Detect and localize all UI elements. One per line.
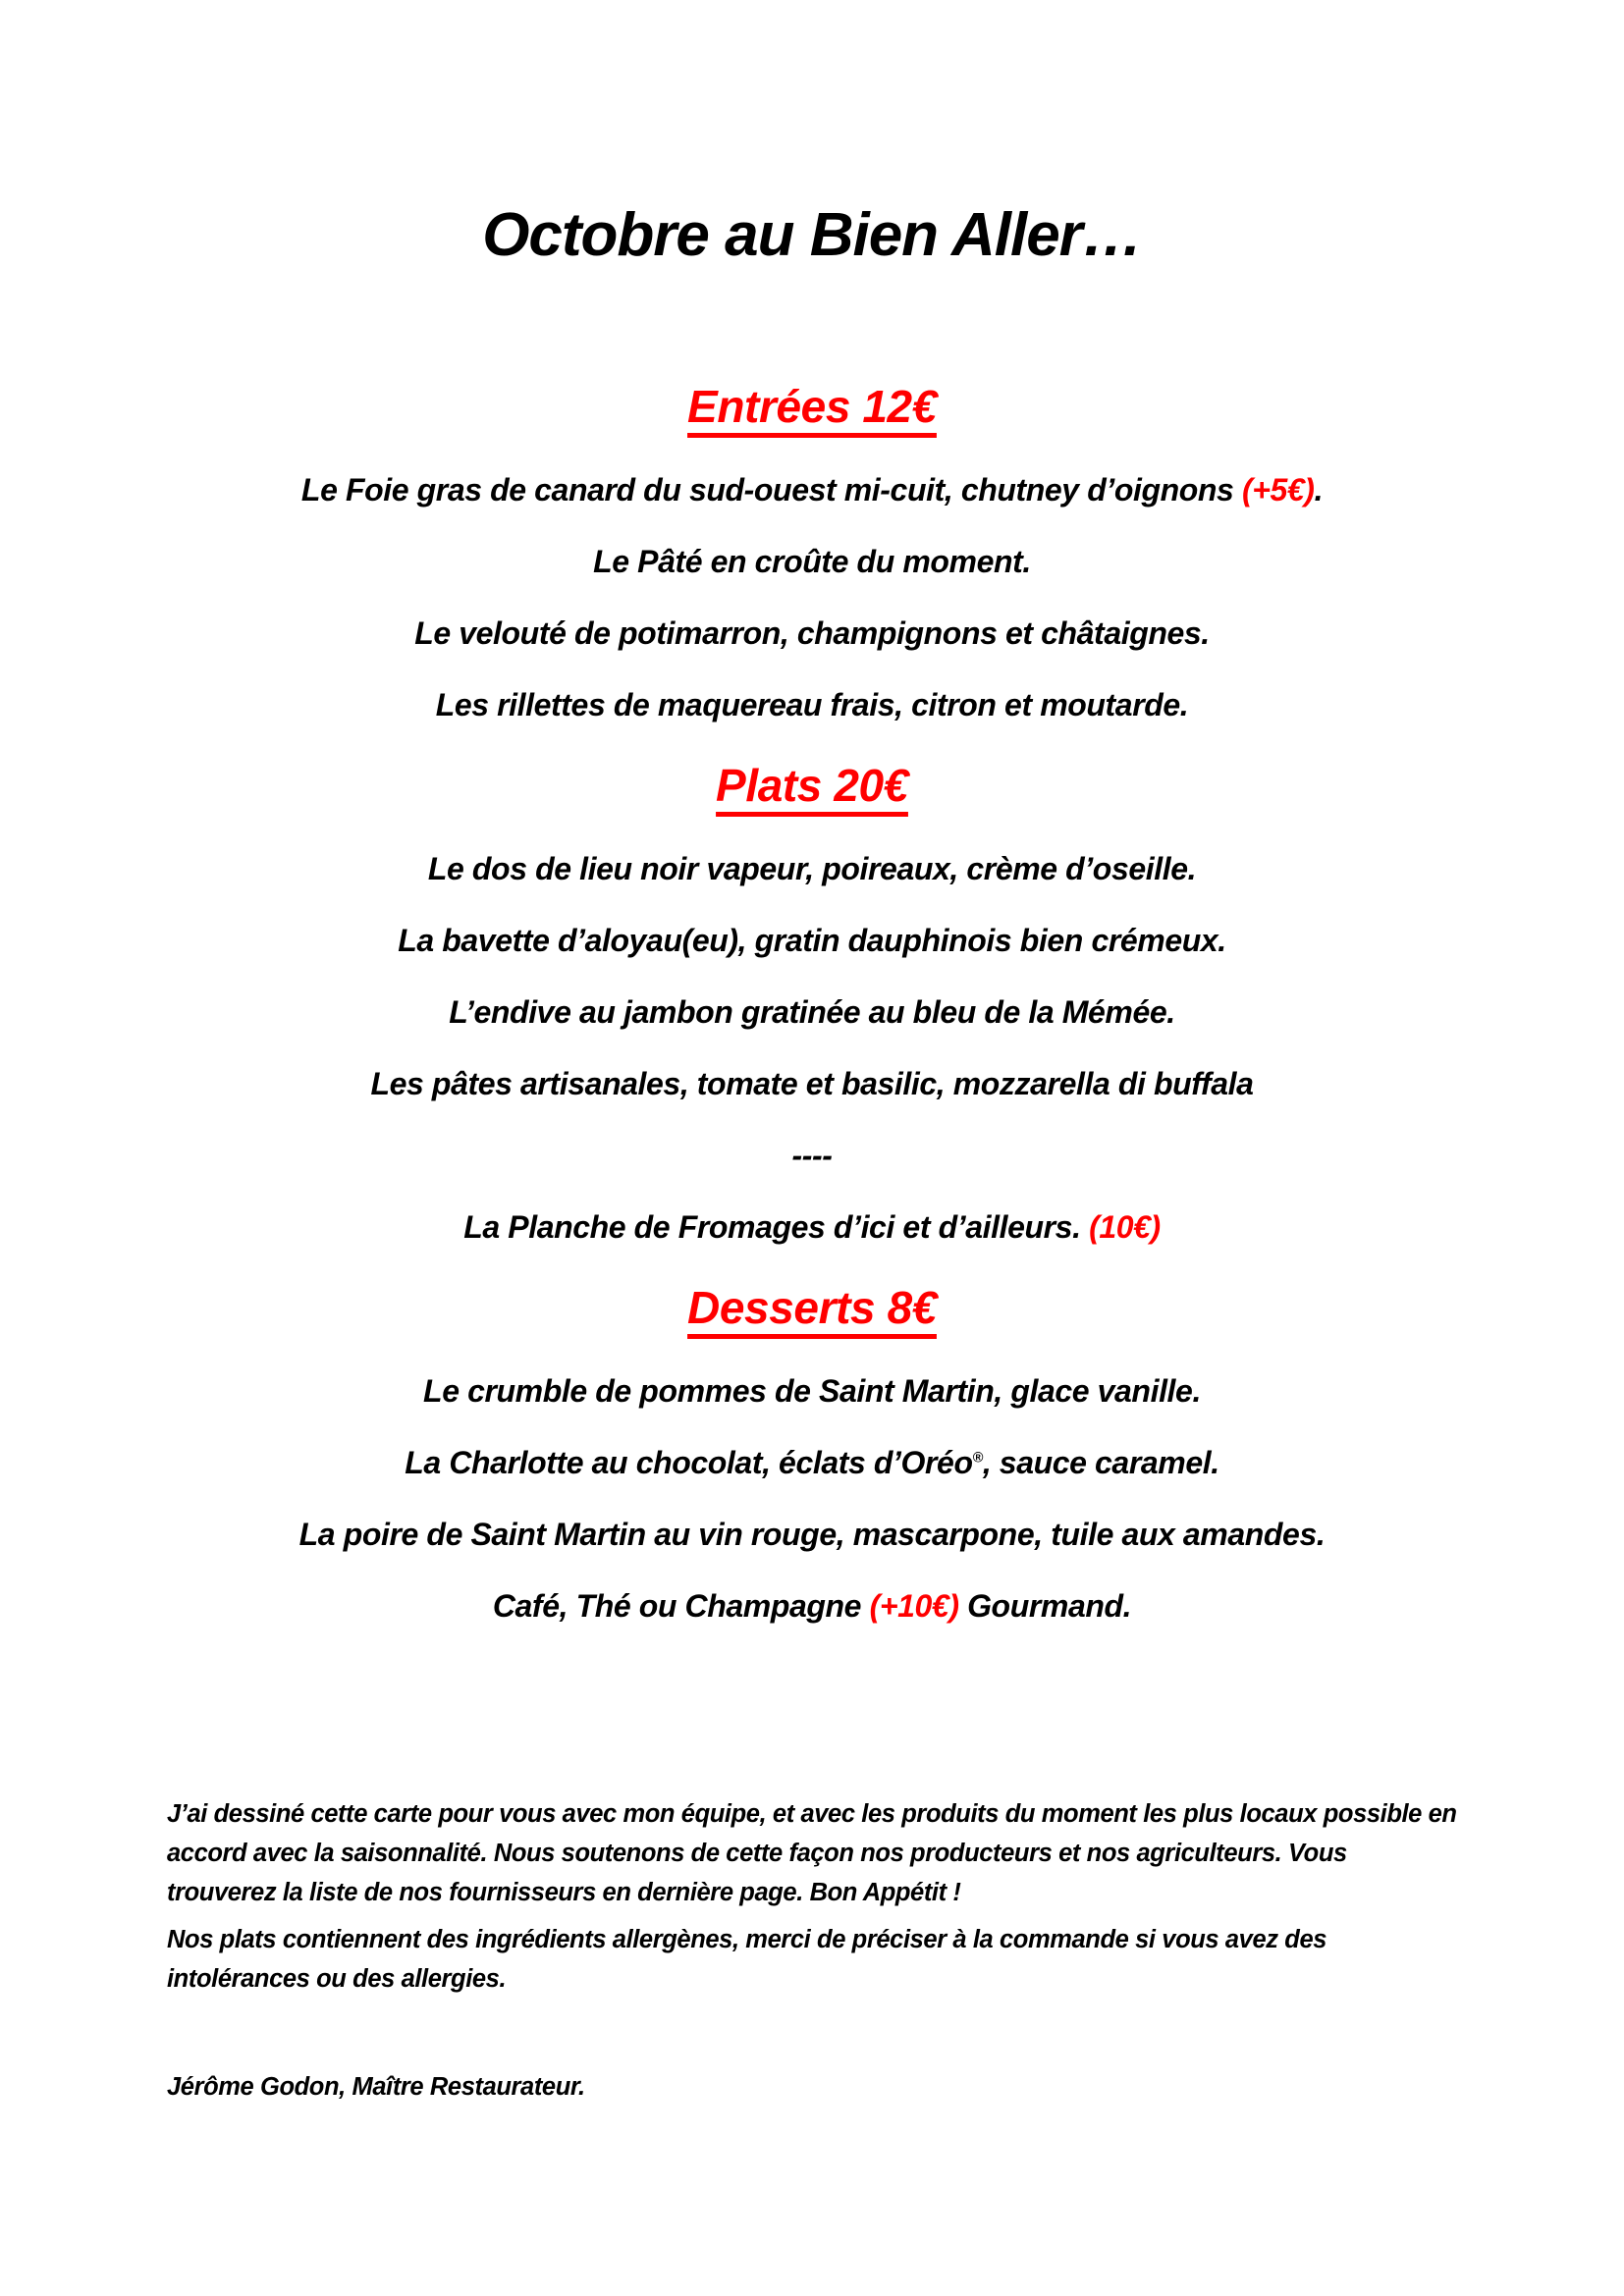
menu-item-cafe-gourmand bbox=[0, 1584, 1624, 1628]
menu-item-pates bbox=[0, 1062, 1624, 1105]
menu-item-lieu-noir bbox=[0, 847, 1624, 890]
separator-dashes: ---- bbox=[791, 1138, 833, 1173]
item-text: La poire de Saint Martin au vin rouge, mascarpone, tuile aux amandes. bbox=[298, 1517, 1326, 1552]
page-title: Octobre au Bien Aller… bbox=[482, 201, 1142, 269]
item-price: (+10€) bbox=[869, 1588, 959, 1624]
section-entrees bbox=[0, 376, 1624, 726]
item-price: (+5€) bbox=[1241, 472, 1315, 507]
item-text: Les pâtes artisanales, tomate et basilic, mozzarella di buffala bbox=[370, 1066, 1254, 1101]
item-text: Les rillettes de maquereau frais, citron et moutarde. bbox=[435, 687, 1189, 722]
menu-item-crumble bbox=[0, 1369, 1624, 1413]
section-desserts bbox=[0, 1277, 1624, 1628]
item-text: La bavette d’aloyau(eu), gratin dauphinois bien crémeux. bbox=[398, 923, 1226, 958]
menu-item-poire bbox=[0, 1513, 1624, 1556]
item-text: Le velouté de potimarron, champignons et châtaignes. bbox=[414, 615, 1210, 651]
item-text: Le crumble de pommes de Saint Martin, glace vanille. bbox=[423, 1373, 1201, 1409]
item-text: La Planche de Fromages d’ici et d’ailleurs. bbox=[463, 1209, 1090, 1245]
item-text: Le Pâté en croûte du moment. bbox=[593, 544, 1031, 579]
section-heading-desserts: Desserts 8€ bbox=[687, 1282, 937, 1333]
signature: Jérôme Godon, Maître Restaurateur. bbox=[167, 2073, 585, 2101]
section-heading-entrees: Entrées 12€ bbox=[687, 381, 937, 432]
item-text: . bbox=[1314, 472, 1324, 507]
item-text: Café, Thé ou Champagne bbox=[492, 1588, 870, 1624]
item-text: L’endive au jambon gratinée au bleu de la Mémée. bbox=[449, 994, 1175, 1030]
item-text: Gourmand. bbox=[958, 1588, 1132, 1624]
menu-item-bavette bbox=[0, 919, 1624, 962]
item-text: Le dos de lieu noir vapeur, poireaux, crème d’oseille. bbox=[427, 851, 1197, 886]
item-text: Le Foie gras de canard du sud-ouest mi-cuit, chutney d’oignons bbox=[300, 472, 1242, 507]
menu-item-rillettes bbox=[0, 683, 1624, 726]
section-plats bbox=[0, 755, 1624, 1249]
menu-item-veloute bbox=[0, 612, 1624, 655]
footer-note-local-products: J’ai dessiné cette carte pour vous avec mon équipe, et avec les produits du moment les plus locaux possible en accord avec la saisonnalité. Nous soutenons de cette façon nos producteurs et nos agriculteurs. Vous trouverez la liste de nos fournisseurs en dernière page. Bon Appétit ! bbox=[167, 1800, 1457, 1906]
item-text: , sauce caramel. bbox=[982, 1445, 1219, 1480]
registered-trademark-symbol: ® bbox=[972, 1450, 983, 1467]
footer bbox=[167, 1794, 1457, 2107]
footer-note-allergens: Nos plats contiennent des ingrédients allergènes, merci de préciser à la commande si vous avez des intolérances ou des allergies. bbox=[167, 1926, 1327, 1993]
item-text: La Charlotte au chocolat, éclats d’Oréo bbox=[405, 1445, 973, 1480]
item-price: (10€) bbox=[1089, 1209, 1161, 1245]
menu-item-charlotte bbox=[0, 1441, 1624, 1484]
menu-item-foie-gras bbox=[0, 468, 1624, 511]
section-heading-plats: Plats 20€ bbox=[716, 760, 908, 811]
menu-item-fromages bbox=[0, 1205, 1624, 1249]
menu-item-endive bbox=[0, 990, 1624, 1034]
menu-item-pate bbox=[0, 540, 1624, 583]
